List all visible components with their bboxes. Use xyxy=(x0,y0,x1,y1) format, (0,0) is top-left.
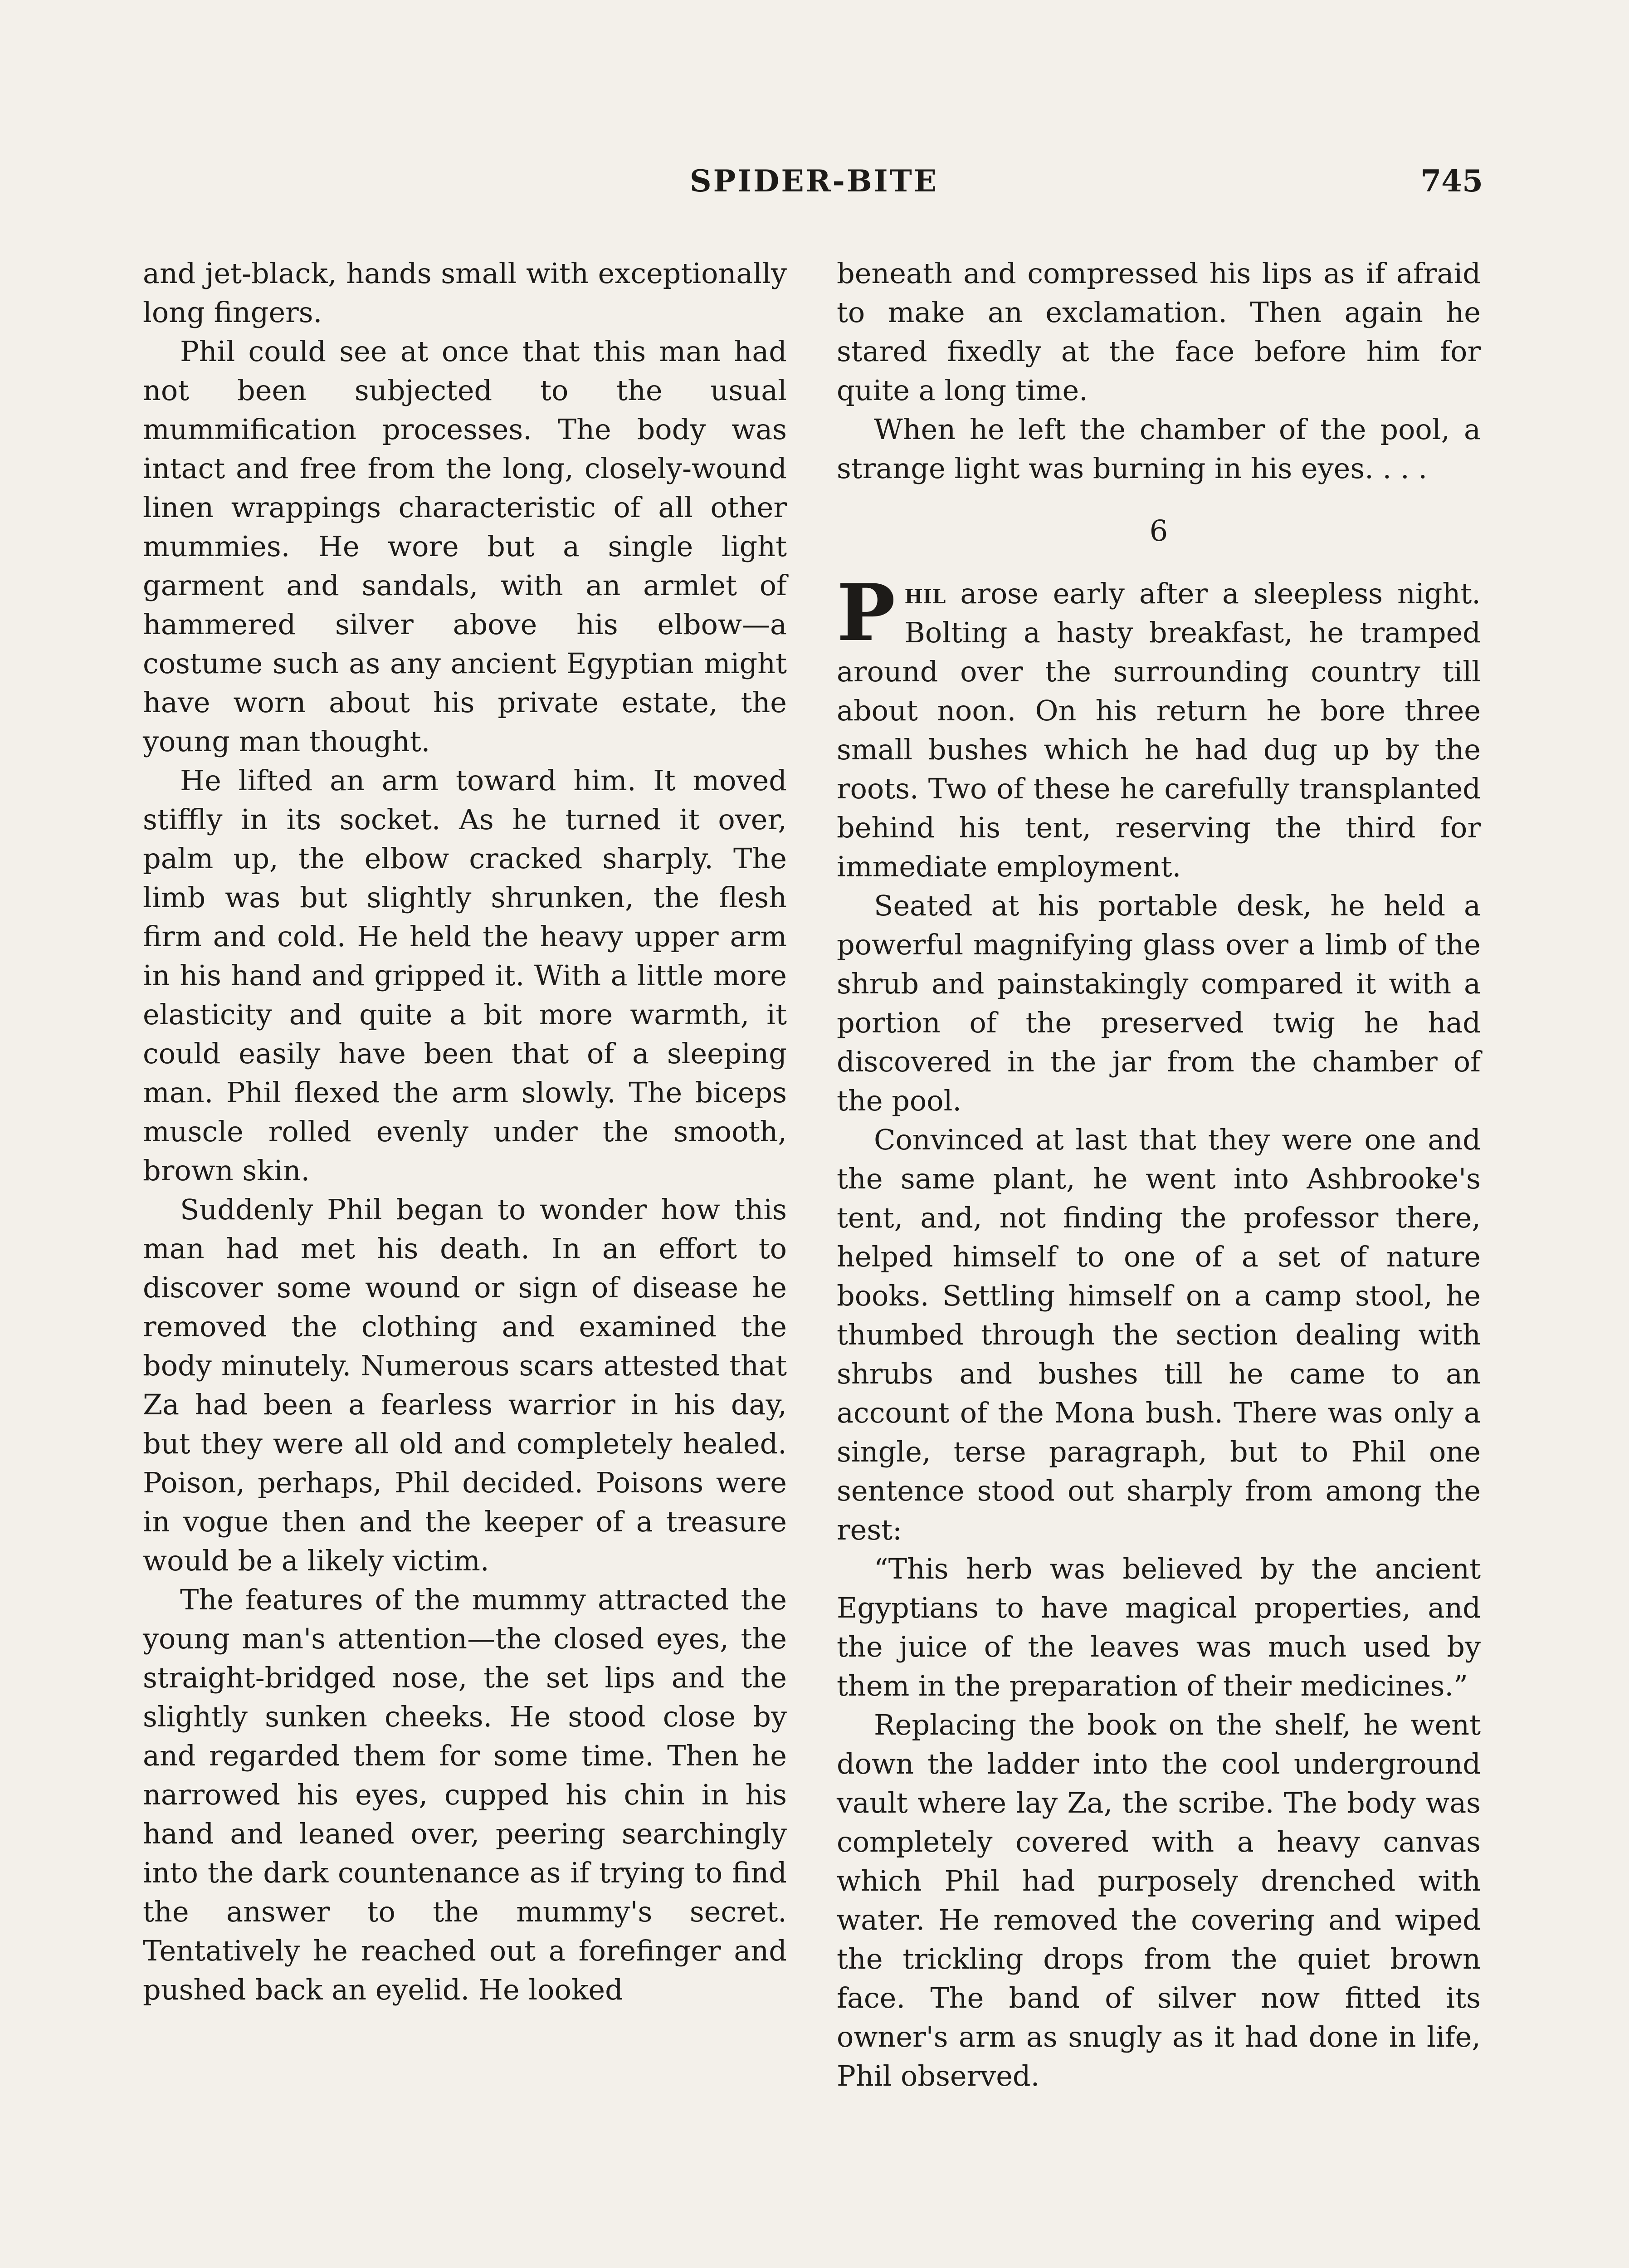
paragraph: He lifted an arm toward him. It moved stiffly in its socket. As he turned it over, palm up, the elbow cracked sharply. The limb was but slightly shrunken, the flesh firm and cold. He held the heavy upper arm in his hand and gripped it. With a little more elasticity and quite a bit more warmth, it could easily have been that of a sleeping man. Phil flexed the arm slowly. The biceps muscle rolled evenly under the smooth, brown skin. xyxy=(143,764,787,1187)
dropcap-smallcaps: hil xyxy=(904,577,946,610)
quoted-paragraph: “This herb was believed by the ancient Egyptians to have magical properties, and the juice of the leaves was much used by them in the preparation of their medicines.” xyxy=(837,1552,1481,1702)
paragraph: Suddenly Phil began to wonder how this man had met his death. In an effort to discover some wound or sign of disease he removed the clothing and examined the body minutely. Numerous scars attested that Za had been a fearless warrior in his day, but they were all old and completely healed. Poison, perhaps, Phil decided. Poisons were in vogue then and the keeper of a treasure would be a likely victim. xyxy=(143,1193,787,1577)
paragraph: Seated at his portable desk, he held a powerful magnifying glass over a limb of the shrub and painstakingly compared it with a portion of the preserved twig he had discovered in the jar from the chamber of the pool. xyxy=(837,889,1481,1117)
dropcap-paragraph xyxy=(837,567,1481,886)
dropcap-paragraph-text: arose early after a sleepless night. Bolting a hasty breakfast, he tramped around over the surrounding country till about noon. On his return he bore three small bushes which he had dug up by the roots. Two of these he carefully transplanted behind his tent, reserving the third for immediate employment. xyxy=(837,577,1481,883)
paragraph: and jet-black, hands small with exceptionally long fingers. xyxy=(143,257,787,329)
paragraph: Replacing the book on the shelf, he went down the ladder into the cool underground vault where lay Za, the scribe. The body was completely covered with a heavy canvas which Phil had purposely drenched with water. He removed the covering and wiped the trickling drops from the quiet brown face. The band of silver now fitted its owner's arm as snugly as it had done in life, Phil observed. xyxy=(837,1708,1481,2092)
paragraph: Phil could see at once that this man had not been subjected to the usual mummification processes. The body was intact and free from the long, closely-wound linen wrappings characteristic of all other mummies. He wore but a single light garment and sandals, with an armlet of hammered silver above his elbow—a costume such as any ancient Egyptian might have worn about his private estate, the young man thought. xyxy=(143,335,787,758)
paragraph: Convinced at last that they were one and the same plant, he went into Ashbrooke's tent, and, not finding the professor there, helped himself to one of a set of nature books. Settling himself on a camp stool, he thumbed through the section dealing with shrubs and bushes till he came to an account of the Mona bush. There was only a single, terse paragraph, but to Phil one sentence stood out sharply from among the rest: xyxy=(837,1123,1481,1546)
running-head xyxy=(145,163,1483,204)
paragraph: When he left the chamber of the pool, a strange light was burning in his eyes. . . . xyxy=(837,413,1481,485)
section-number: 6 xyxy=(1149,514,1168,548)
paragraph: beneath and compressed his lips as if afraid to make an exclamation. Then again he stared fixedly at the face before him for quite a long time. xyxy=(837,257,1481,407)
left-column xyxy=(143,254,787,2009)
drop-cap-letter: P xyxy=(837,567,896,659)
page-number: 745 xyxy=(1420,163,1483,199)
paragraph: The features of the mummy attracted the young man's attention—the closed eyes, the straight-bridged nose, the set lips and the slightly sunken cheeks. He stood close by and regarded them for some time. Then he narrowed his eyes, cupped his chin in his hand and leaned over, peering searchingly into the dark countenance as if trying to find the answer to the mummy's secret. Tentatively he reached out a forefinger and pushed back an eyelid. He looked xyxy=(143,1583,787,2006)
right-column xyxy=(837,254,1481,2096)
running-title: SPIDER-BITE xyxy=(689,163,939,199)
